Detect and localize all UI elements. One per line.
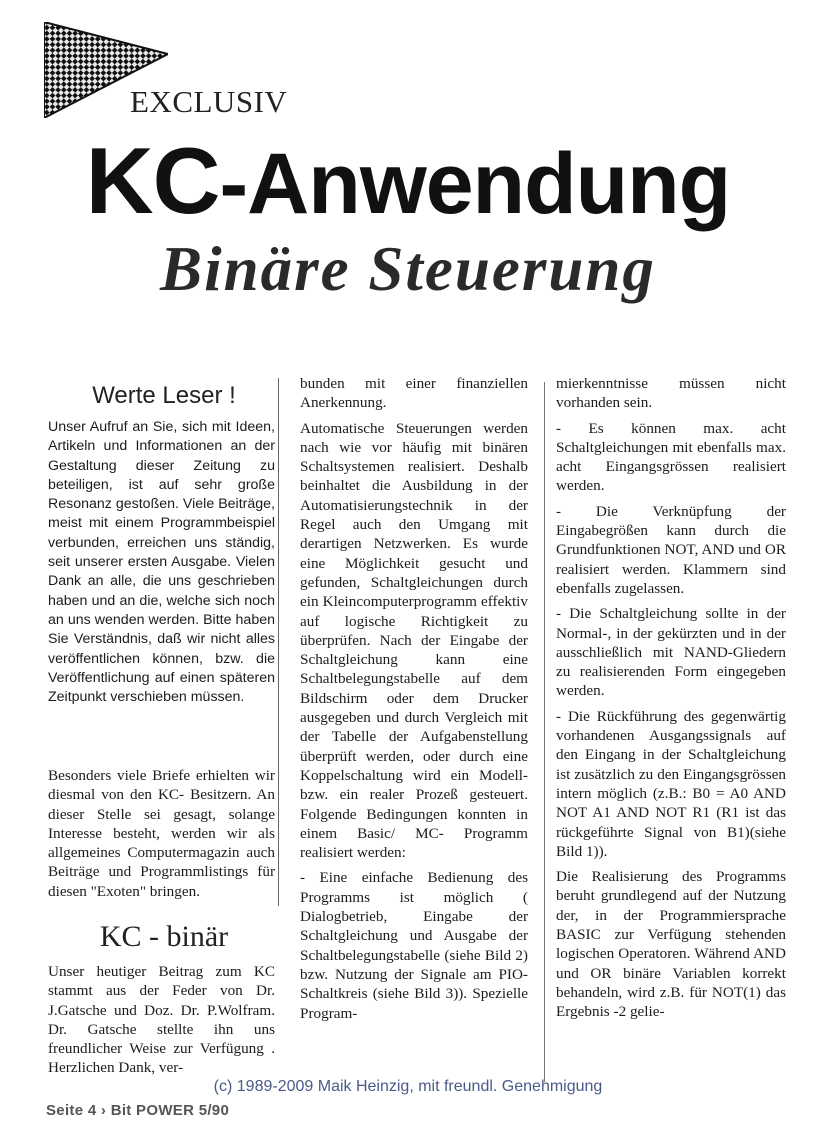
paragraph: bunden mit einer finanziellen Anerkennung. — [300, 375, 528, 412]
page-footer: Seite 4 › Bit POWER 5/90 — [46, 1102, 230, 1119]
section-heading-kc-binar: KC - binär — [99, 920, 229, 953]
paragraph: - Es können max. acht Schaltgleichungen mit ebenfalls max. acht Eingangsgrössen realisiert werden. — [556, 419, 786, 495]
paragraph: - Eine einfache Bedienung des Programms ist möglich ( Dialogbetrieb, Eingabe der Schaltgleichung und Ausgabe der Schaltbelegungstabelle (siehe Bild 2) bzw. Nutzung der Signale am PIO-Schaltkreis (siehe Bild 3)). Spezielle Program- — [300, 869, 528, 1022]
paragraph: Die Realisierung des Programms beruht grundlegend auf der Nutzung der, in der Programmiersprache BASIC zur Verfügung stehenden logischen Operatoren. Während AND und OR binäre Variablen korrekt behandeln, wird z.B. für NOT(1) das Ergebnis -2 gelie- — [556, 868, 786, 1021]
page-title — [0, 128, 816, 233]
column-one-letters — [48, 766, 275, 907]
section-heading-werte-leser: Werte Leser ! — [92, 382, 236, 409]
title-rest: -Anwendung — [219, 136, 731, 232]
paragraph: - Die Rückführung des gegenwärtig vorhandenen Ausgangssignals auf den Eingang in der Schaltgleichung ist zusätzlich zu den Eingangsgrössen intern möglich (z.B.: B0 = A0 AND NOT A1 AND NOT R1 (R1 ist das rückgeführte Signal von B1)(siehe Bild 1)). — [556, 707, 786, 860]
kicker-label: EXCLUSIV — [130, 84, 288, 119]
copyright-notice: (c) 1989-2009 Maik Heinzig, mit freundl. Genehmigung — [213, 1078, 603, 1095]
paragraph: Automatische Steuerungen werden nach wie vor häufig mit binären Schaltsystemen realisiert. Deshalb beinhaltet die Ausbildung in der Automatisierungstechnik in der Regel auch den Umgang mit derartigen Netzwerken. Es wurde eine Möglichkeit gesucht und gefunden, Schaltgleichungen durch ein Kleincomputerprogramm effektiv auf logische Richtigkeit zu überprüfen. Nach der Eingabe der Schaltgleichung kann eine Schaltbelegungstabelle auf dem Bildschirm oder dem Drucker ausgegeben und durch Vergleich mit der Tabelle der Aufgabenstellung überprüft werden, oder durch eine Koppelschaltung wird ein Modell- bzw. ein realer Prozeß gesteuert. Folgende Bedingungen konnten in einem Basic/ MC- Programm realisiert werden: — [300, 419, 528, 862]
paragraph: Besonders viele Briefe erhielten wir diesmal von den KC- Besitzern. An dieser Stelle sei gesagt, solange Interesse besteht, werden wir als allgemeines Computermagazin auch Beiträge und Programmlistings für diesen "Exoten" bringen. — [48, 767, 275, 900]
column-three — [556, 374, 786, 1028]
page-subtitle: Binäre Steuerung — [160, 234, 656, 304]
column-divider — [544, 382, 545, 1082]
paragraph: - Die Verknüpfung der Eingabegrößen kann durch die Grundfunktionen NOT, AND und OR realisiert werden. Klammern sind ebenfalls zugelassen. — [556, 502, 786, 597]
column-two — [300, 374, 528, 1029]
title-kc: KC — [85, 128, 220, 233]
paragraph: mierkenntnisse müssen nicht vorhanden sein. — [556, 375, 786, 412]
paragraph: Unser heutiger Beitrag zum KC stammt aus der Feder von Dr. J.Gatsche und Doz. Dr. P.Wolfram. Dr. Gatsche stellte ihn uns freundlicher Weise zur Verfügung . Herzlichen Dank, ver- — [48, 963, 275, 1077]
paragraph: Unser Aufruf an Sie, sich mit Ideen, Artikeln und Informationen an der Gestaltung dieser Zeitung zu beteiligen, ist auf sehr große Resonanz gestoßen. Viele Beiträge, meist mit einem Programmbeispiel verbunden, erreichen uns ständig, seit unserer ersten Ausgabe. Vielen Dank an alle, die uns geschrieben haben und an die, welche sich noch an uns wenden werden. Bitte haben Sie Verständnis, daß wir nicht alles veröffentlichen können, bzw. die Veröffentlichung auf einen späteren Zeitpunkt verschieben müssen. — [48, 419, 275, 706]
paragraph: - Die Schaltgleichung sollte in der Normal-, in der gekürzten und in der ausschließlich mit NAND-Gliedern zu realisierenden Form eingegeben werden. — [556, 605, 786, 700]
column-one-article — [48, 962, 275, 1084]
column-one-intro — [48, 418, 275, 713]
